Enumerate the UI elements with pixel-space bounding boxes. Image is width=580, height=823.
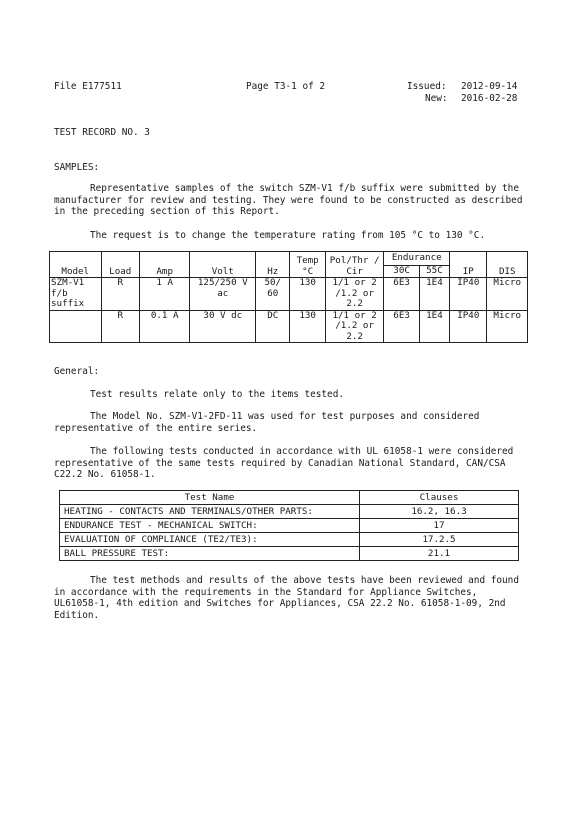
general-paragraph-2: The Model No. SZM-V1-2FD-11 was used for test purposes and considered representative of the entire series. (54, 411, 480, 434)
header-ip: IP (450, 252, 487, 278)
temperature-change-paragraph: The request is to change the temperature rating from 105 °C to 130 °C. (90, 230, 486, 241)
cell-test-name: ENDURANCE TEST - MECHANICAL SWITCH: (60, 519, 360, 533)
new-date: 2016-02-28 (461, 93, 518, 104)
header-endurance-55c: 55C (419, 266, 449, 278)
cell-dis: Micro (487, 278, 528, 311)
header-endurance: Endurance (384, 252, 450, 266)
file-number: File E177511 (54, 81, 122, 92)
header-pol-thr-cir: Pol/Thr / Cir (325, 252, 384, 278)
cell-clauses: 17 (360, 519, 519, 533)
cell-ip: IP40 (450, 310, 487, 343)
record-title: TEST RECORD NO. 3 (54, 127, 150, 138)
cell-load: R (101, 310, 139, 343)
samples-heading: SAMPLES: (54, 162, 100, 173)
general-paragraph-3: The following tests conducted in accordance with UL 61058-1 were considered representative of the same tests required by Canadian National Standard, CAN/CSA C22.2 No. 61058-1. (54, 446, 514, 480)
cell-hz: DC (256, 310, 290, 343)
header-amp: Amp (139, 252, 190, 278)
cell-endurance-30c: 6E3 (384, 278, 419, 311)
header-temp: Temp °C (290, 252, 325, 278)
cell-test-name: BALL PRESSURE TEST: (60, 547, 360, 561)
samples-paragraph: Representative samples of the switch SZM-V1 f/b suffix were submitted by the manufacturer for review and testing. They were found to be constructed as described in the preceding section of this Report. (54, 183, 523, 217)
closing-paragraph: The test methods and results of the above tests have been reviewed and found in accordance with the requirements in the Standard for Appliance Switches, UL61058-1, 4th edition and Switches for Appliances, CSA 22.2 No. 61058-1-09, 2nd Edition. (54, 575, 519, 621)
header-model: Model (50, 252, 102, 278)
cell-model: SZM-V1 f/b suffix (50, 278, 102, 311)
rating-table (49, 251, 528, 343)
cell-load: R (101, 278, 139, 311)
cell-temp: 130 (290, 310, 325, 343)
new-label: New: (425, 93, 448, 104)
cell-test-name: HEATING - CONTACTS AND TERMINALS/OTHER PARTS: (60, 505, 360, 519)
table-row (50, 278, 528, 311)
cell-clauses: 17.2.5 (360, 533, 519, 547)
cell-volt: 125/250 V ac (190, 278, 256, 311)
issued-label: Issued: (407, 81, 447, 92)
cell-endurance-30c: 6E3 (384, 310, 419, 343)
cell-pol-thr-cir: 1/1 or 2 /1.2 or 2.2 (325, 278, 384, 311)
header-dis: DIS (487, 252, 528, 278)
cell-hz: 50/ 60 (256, 278, 290, 311)
cell-clauses: 16.2, 16.3 (360, 505, 519, 519)
header-endurance-30c: 30C (384, 266, 419, 278)
tests-table (59, 490, 519, 561)
table-row (60, 547, 519, 561)
cell-dis: Micro (487, 310, 528, 343)
header-hz: Hz (256, 252, 290, 278)
page-number: Page T3-1 of 2 (246, 81, 326, 92)
cell-volt: 30 V dc (190, 310, 256, 343)
table-row (60, 505, 519, 519)
issued-date: 2012-09-14 (461, 81, 518, 92)
cell-temp: 130 (290, 278, 325, 311)
table-row (50, 310, 528, 343)
header-load: Load (101, 252, 139, 278)
table-row (60, 533, 519, 547)
cell-endurance-55c: 1E4 (419, 310, 449, 343)
cell-pol-thr-cir: 1/1 or 2 /1.2 or 2.2 (325, 310, 384, 343)
cell-model (50, 310, 102, 343)
cell-amp: 0.1 A (139, 310, 190, 343)
cell-ip: IP40 (450, 278, 487, 311)
cell-endurance-55c: 1E4 (419, 278, 449, 311)
header-volt: Volt (190, 252, 256, 278)
cell-clauses: 21.1 (360, 547, 519, 561)
header-clauses: Clauses (360, 491, 519, 505)
cell-test-name: EVALUATION OF COMPLIANCE (TE2/TE3): (60, 533, 360, 547)
header-test-name: Test Name (60, 491, 360, 505)
general-paragraph-1: Test results relate only to the items tested. (90, 389, 344, 400)
general-heading: General: (54, 366, 100, 377)
table-row (60, 519, 519, 533)
cell-amp: 1 A (139, 278, 190, 311)
